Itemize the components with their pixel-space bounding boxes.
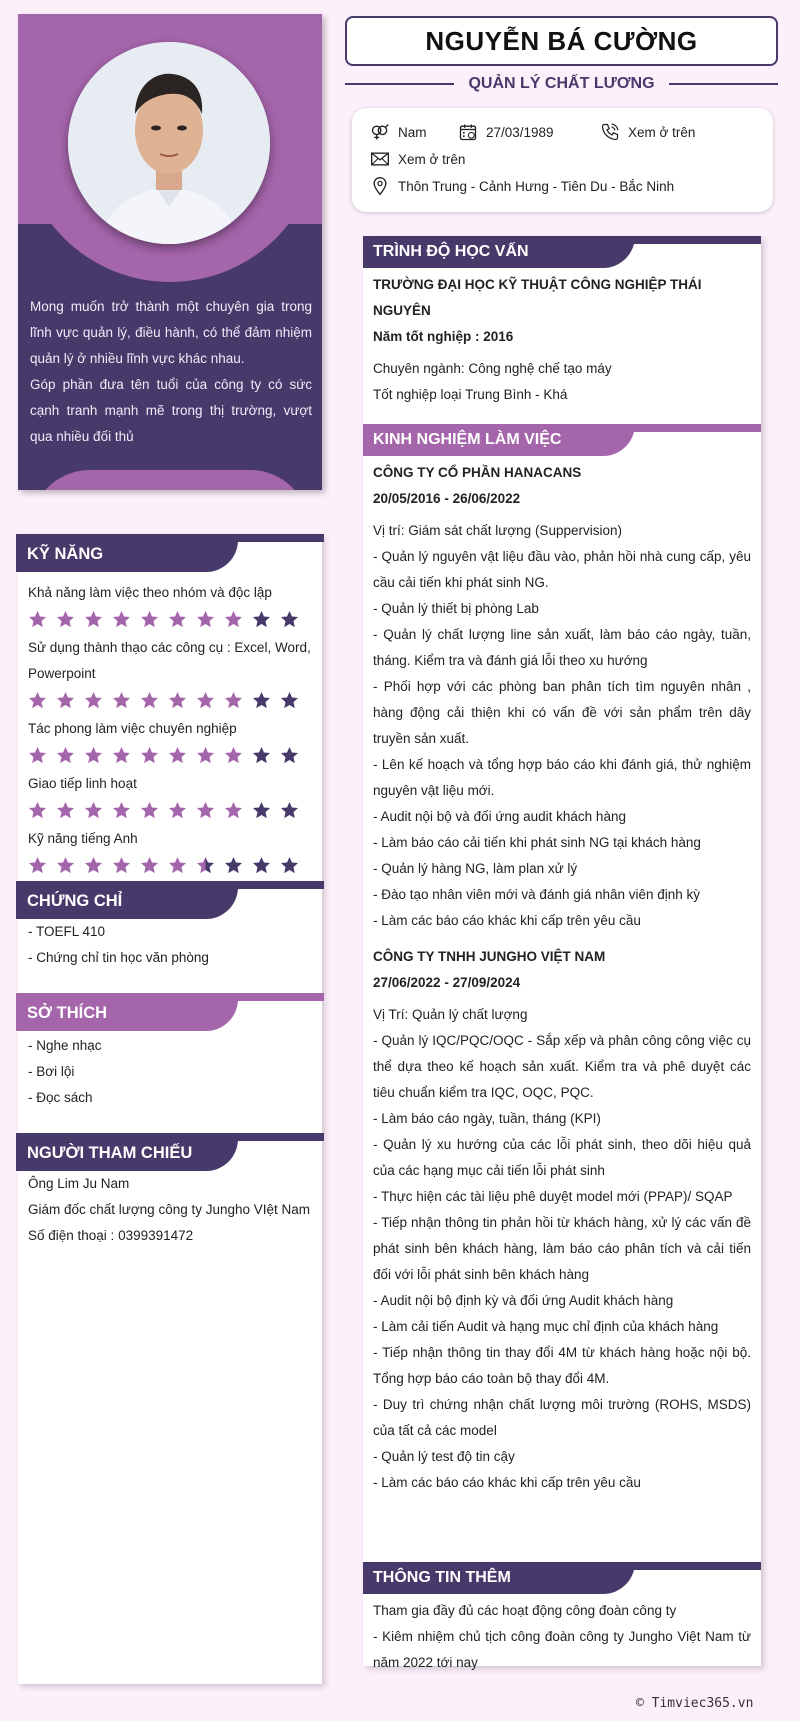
section-header-education xyxy=(363,236,761,268)
star-icon xyxy=(112,856,131,875)
section-header-certificates xyxy=(16,881,322,919)
star-icon xyxy=(168,691,187,710)
job-duty: - Đào tạo nhân viên mới và đánh giá nhân viên định kỳ xyxy=(373,887,701,902)
star-icon xyxy=(280,746,299,765)
footer-credit: © Timviec365.vn xyxy=(636,1696,754,1711)
job-duty: - Tiếp nhận thông tin phản hồi từ khách hàng, xử lý các vấn đề phát sinh bên khách hàng, làm báo cáo phân tích và cải tiến đối với lỗi phát sinh bên khách hàng xyxy=(373,1215,751,1282)
skill-name: Kỹ năng tiếng Anh xyxy=(28,831,138,846)
star-icon xyxy=(280,691,299,710)
job-duty: - Quản lý chất lượng line sản xuất, làm báo cáo ngày, tuần, tháng. Kiểm tra và đánh giá lỗi theo xu hướng xyxy=(373,627,751,668)
section-header-experience xyxy=(363,424,761,456)
skill-name: Khả năng làm việc theo nhóm và độc lập xyxy=(28,585,272,600)
school-name: TRƯỜNG ĐẠI HỌC KỸ THUẬT CÔNG NGHIỆP THÁI NGUYÊN xyxy=(373,277,702,318)
profile-card xyxy=(18,14,322,490)
job-duty: - Duy trì chứng nhận chất lượng môi trường (ROHS, MSDS) của tất cả các model xyxy=(373,1397,751,1438)
job-duty: - Audit nội bộ định kỳ và đối ứng Audit khách hàng xyxy=(373,1293,674,1308)
phone-text: Xem ở trên xyxy=(628,124,696,140)
section-title: CHỨNG CHỈ xyxy=(16,881,238,919)
job-duty: - Thực hiện các tài liệu phê duyệt model mới (PPAP)/ SQAP xyxy=(373,1189,733,1204)
birthday-text: 27/03/1989 xyxy=(486,124,554,140)
section-header-additional xyxy=(363,1562,761,1594)
star-icon xyxy=(280,856,299,875)
job-duty: - Tiếp nhận thông tin thay đổi 4M từ khách hàng hoặc nội bộ. Tổng hợp báo cáo toàn bộ thay đổi 4M. xyxy=(373,1345,751,1386)
star-icon xyxy=(168,801,187,820)
major: Chuyên ngành: Công nghệ chế tạo máy xyxy=(373,361,612,376)
star-icon xyxy=(224,610,243,629)
contact-email xyxy=(370,149,465,169)
right-panel xyxy=(363,236,761,1670)
skill-rating xyxy=(28,856,312,875)
job-duty: - Quản lý IQC/PQC/OQC - Sắp xếp và phân công công việc cụ thể dựa theo kế hoạch sản xuất. Kiểm tra và phê duyệt các tiêu chuẩn kiểm tra IQC, OQC, PQC. xyxy=(373,1033,751,1100)
star-icon xyxy=(140,801,159,820)
star-icon xyxy=(84,801,103,820)
skill-item xyxy=(18,716,322,765)
skill-name: Tác phong làm việc chuyên nghiệp xyxy=(28,721,237,736)
skill-item xyxy=(18,635,322,710)
star-icon xyxy=(224,801,243,820)
star-icon xyxy=(280,801,299,820)
star-icon xyxy=(252,856,271,875)
star-icon xyxy=(140,610,159,629)
job-title-row xyxy=(345,72,778,96)
education-body xyxy=(363,268,761,408)
job-duty: - Làm các báo cáo khác khi cấp trên yêu cầu xyxy=(373,913,641,928)
list-item: - TOEFL 410 xyxy=(28,924,106,939)
hobby-list xyxy=(18,1031,322,1111)
star-icon xyxy=(224,691,243,710)
additional-line: Tham gia đầy đủ các hoạt động công đoàn công ty xyxy=(373,1603,677,1618)
star-icon xyxy=(224,856,243,875)
job-duty: - Quản lý xu hướng của các lỗi phát sinh, theo dõi hiệu quả của các hạng mục cải tiến lỗi phát sinh xyxy=(373,1137,751,1178)
job-period: 20/05/2016 - 26/06/2022 xyxy=(373,491,521,506)
left-column xyxy=(18,14,322,1243)
section-title: THÔNG TIN THÊM xyxy=(363,1562,635,1594)
star-icon xyxy=(196,746,215,765)
list-item: - Nghe nhạc xyxy=(28,1038,102,1053)
grade: Tốt nghiệp loại Trung Bình - Khá xyxy=(373,387,568,402)
certificate-list xyxy=(18,919,322,971)
star-icon xyxy=(252,801,271,820)
skill-rating xyxy=(28,801,312,820)
skill-name: Giao tiếp linh hoạt xyxy=(28,776,137,791)
objective-paragraph: Mong muốn trở thành một chuyên gia trong lĩnh vực quản lý, điều hành, có thể đảm nhiệm quản lý ở nhiều lĩnh vực khác nhau. xyxy=(30,299,312,366)
star-icon xyxy=(140,691,159,710)
skills-list xyxy=(18,572,322,875)
star-icon xyxy=(28,856,47,875)
star-icon xyxy=(28,801,47,820)
star-icon xyxy=(168,746,187,765)
star-icon xyxy=(196,691,215,710)
reference-info xyxy=(18,1171,322,1249)
gender-text: Nam xyxy=(398,124,427,140)
section-header-skills xyxy=(16,534,322,572)
list-item: - Chứng chỉ tin học văn phòng xyxy=(28,950,209,965)
phone-icon xyxy=(600,122,620,142)
star-icon xyxy=(224,746,243,765)
star-icon xyxy=(28,746,47,765)
star-icon xyxy=(112,746,131,765)
star-icon xyxy=(56,746,75,765)
career-objective xyxy=(30,294,312,450)
objective-paragraph: Góp phần đưa tên tuổi của công ty có sức cạnh tranh mạnh mẽ trong thị trường, vượt qua nhiều đối thủ xyxy=(30,377,312,444)
star-icon xyxy=(28,691,47,710)
star-icon xyxy=(196,801,215,820)
left-panel xyxy=(18,534,322,1684)
job-duty: - Quản lý hàng NG, làm plan xử lý xyxy=(373,861,578,876)
star-icon xyxy=(196,856,215,875)
job-position: Vị Trí: Quản lý chất lượng xyxy=(373,1007,528,1022)
job-duty: - Làm các báo cáo khác khi cấp trên yêu cầu xyxy=(373,1475,641,1490)
star-icon xyxy=(56,856,75,875)
section-header-references xyxy=(16,1133,322,1171)
star-icon xyxy=(140,746,159,765)
skill-name: Sử dụng thành thạo các công cụ : Excel, Word, Powerpoint xyxy=(28,640,311,681)
star-icon xyxy=(84,746,103,765)
skill-rating xyxy=(28,610,312,629)
star-icon xyxy=(252,691,271,710)
star-icon xyxy=(252,610,271,629)
email-text: Xem ở trên xyxy=(398,151,466,167)
job-title: QUẢN LÝ CHẤT LƯƠNG xyxy=(468,75,655,92)
skill-item xyxy=(18,826,322,875)
reference-phone: Số điện thoại : 0399391472 xyxy=(28,1228,194,1243)
star-icon xyxy=(252,746,271,765)
star-icon xyxy=(56,691,75,710)
star-icon xyxy=(56,801,75,820)
graduation-year: Năm tốt nghiệp : 2016 xyxy=(373,329,514,344)
location-pin-icon xyxy=(370,176,390,196)
gender-icon xyxy=(370,122,390,142)
job-duty: - Làm báo cáo cải tiến khi phát sinh NG tại khách hàng xyxy=(373,835,701,850)
reference-role: Giám đốc chất lượng công ty Jungho VIệt Nam xyxy=(28,1202,311,1217)
section-title: TRÌNH ĐỘ HỌC VẤN xyxy=(363,236,635,268)
company-name: CÔNG TY CỔ PHẦN HANACANS xyxy=(373,465,582,480)
additional-body xyxy=(363,1594,761,1676)
star-icon xyxy=(168,856,187,875)
section-title: NGƯỜI THAM CHIẾU xyxy=(16,1133,238,1171)
contact-gender xyxy=(370,122,427,142)
address-text: Thôn Trung - Cảnh Hưng - Tiên Du - Bắc Ninh xyxy=(398,178,675,194)
job-duty: - Làm cải tiến Audit và hạng mục chỉ định của khách hàng xyxy=(373,1319,719,1334)
star-icon xyxy=(84,856,103,875)
contact-card xyxy=(352,108,773,212)
additional-line: - Kiêm nhiệm chủ tịch công đoàn công ty Jungho Việt Nam từ năm 2022 tới nay xyxy=(373,1629,751,1670)
contact-address xyxy=(370,176,674,196)
job-period: 27/06/2022 - 27/09/2024 xyxy=(373,975,521,990)
mail-icon xyxy=(370,149,390,169)
skill-item xyxy=(18,580,322,629)
avatar xyxy=(68,42,270,244)
star-icon xyxy=(196,610,215,629)
star-icon xyxy=(84,610,103,629)
skill-rating xyxy=(28,746,312,765)
skill-rating xyxy=(28,691,312,710)
candidate-name: NGUYỄN BÁ CƯỜNG xyxy=(345,16,778,66)
contact-phone xyxy=(600,122,695,142)
job-duty: - Phối hợp với các phòng ban phân tích tìm nguyên nhân , hàng động cải thiện khi có vấn đề với sản phẩm trên dây truyền sản xuất. xyxy=(373,679,751,746)
job-duty: - Lên kế hoạch và tổng hợp báo cáo khi đánh giá, thử nghiệm nguyên vật liệu mới. xyxy=(373,757,751,798)
reference-name: Ông Lim Ju Nam xyxy=(28,1176,130,1191)
star-icon xyxy=(84,691,103,710)
section-title: SỞ THÍCH xyxy=(16,993,238,1031)
list-item: - Đọc sách xyxy=(28,1090,93,1105)
company-name: CÔNG TY TNHH JUNGHO VIỆT NAM xyxy=(373,949,606,964)
job-duty: - Làm báo cáo ngày, tuần, tháng (KPI) xyxy=(373,1111,601,1126)
person-photo-icon xyxy=(68,42,270,244)
section-header-hobbies xyxy=(16,993,322,1031)
star-icon xyxy=(280,610,299,629)
star-icon xyxy=(112,610,131,629)
contact-birthday xyxy=(458,122,554,142)
job-duty: - Quản lý thiết bị phòng Lab xyxy=(373,601,539,616)
skill-item xyxy=(18,771,322,820)
job-duty: - Audit nội bộ và đối ứng audit khách hàng xyxy=(373,809,626,824)
experience-body xyxy=(363,456,761,1496)
list-item: - Bơi lội xyxy=(28,1064,75,1079)
star-icon xyxy=(112,801,131,820)
calendar-icon xyxy=(458,122,478,142)
star-icon xyxy=(112,691,131,710)
section-title: KINH NGHIỆM LÀM VIỆC xyxy=(363,424,635,456)
star-icon xyxy=(28,610,47,629)
section-title: KỸ NĂNG xyxy=(16,534,238,572)
star-icon xyxy=(140,856,159,875)
star-icon xyxy=(168,610,187,629)
star-icon xyxy=(56,610,75,629)
job-position: Vị trí: Giám sát chất lượng (Suppervision) xyxy=(373,523,622,538)
job-duty: - Quản lý test độ tin cậy xyxy=(373,1449,515,1464)
job-duty: - Quản lý nguyên vật liệu đầu vào, phản hồi nhà cung cấp, yêu cầu cải tiến khi phát sinh NG. xyxy=(373,549,751,590)
